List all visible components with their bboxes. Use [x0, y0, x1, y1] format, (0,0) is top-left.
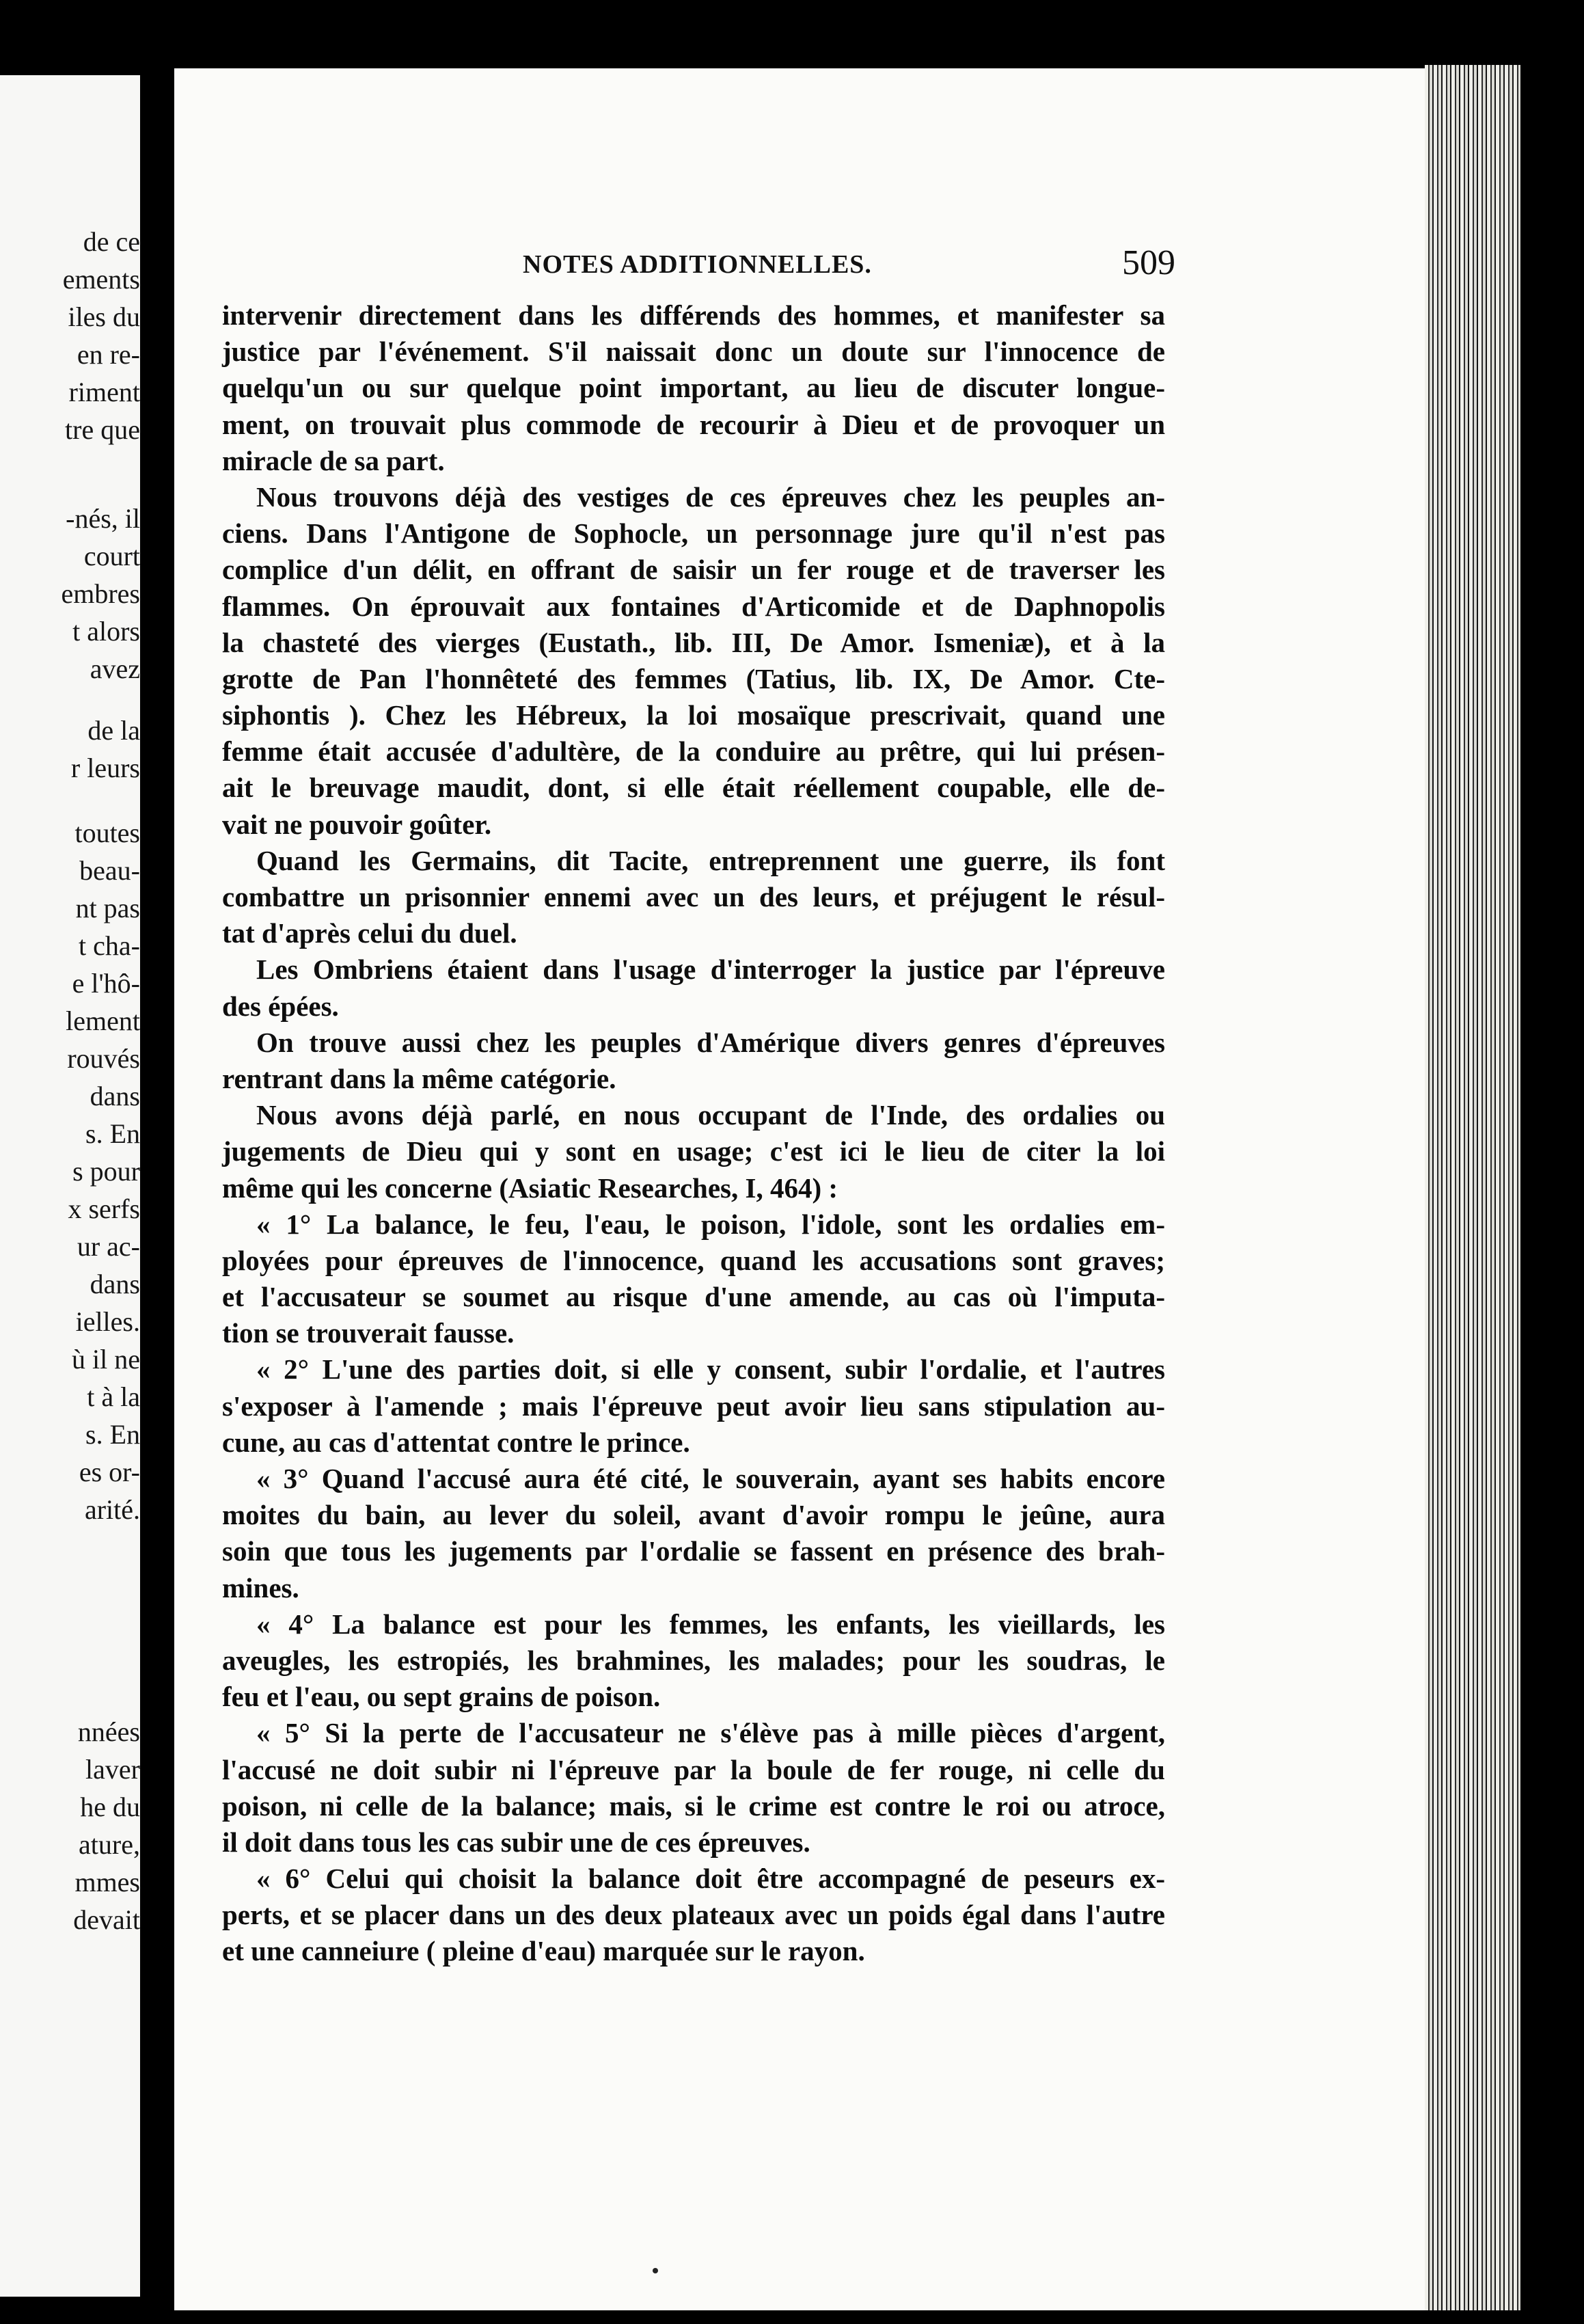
facing-page-fragment: dans: [90, 1081, 140, 1111]
text-line: il doit dans tous les cas subir une de ces épreuves.: [222, 1826, 810, 1858]
text-line: et une canneiure ( pleine d'eau) marquée sur le rayon.: [222, 1935, 865, 1967]
running-head: NOTES ADDITIONNELLES.: [523, 250, 872, 279]
page-edges: [1425, 65, 1520, 2310]
facing-page-fragment: r leurs: [70, 753, 140, 783]
text-line: s'exposer à l'amende ; mais l'épreuve peut avoir lieu sans stipulation au-: [222, 1390, 1165, 1422]
facing-page-fragment: ature,: [79, 1829, 140, 1860]
text-line: aveugles, les estropiés, les brahmines, les malades; pour les soudras, le: [222, 1644, 1165, 1676]
text-line: « 1° La balance, le feu, l'eau, le poison, l'idole, sont les ordalies em-: [256, 1208, 1165, 1240]
facing-page-fragment: t à la: [87, 1381, 140, 1412]
facing-page-strip: [0, 75, 140, 2297]
facing-page-fragment: ur ac-: [77, 1231, 140, 1262]
facing-page-fragment: he du: [80, 1792, 140, 1822]
facing-page-fragment: iles du: [68, 301, 140, 332]
text-line: « 6° Celui qui choisit la balance doit être accompagné de peseurs ex-: [256, 1863, 1165, 1895]
facing-page-fragment: beau-: [79, 855, 140, 886]
text-line: feu et l'eau, ou sept grains de poison.: [222, 1681, 661, 1713]
facing-page-fragment: ements: [62, 264, 140, 295]
text-line: mines.: [222, 1571, 299, 1604]
text-line: flammes. On éprouvait aux fontaines d'Articomide et de Daphnopolis: [222, 590, 1165, 622]
facing-page-fragment: ù il ne: [72, 1344, 140, 1375]
text-line: l'accusé ne doit subir ni l'épreuve par la boule de fer rouge, ni celle du: [222, 1753, 1165, 1785]
facing-page-fragment: x serfs: [68, 1193, 140, 1224]
text-line: perts, et se placer dans un des deux plateaux avec un poids égal dans l'autre: [222, 1899, 1165, 1931]
text-line: jugements de Dieu qui y sont en usage; c'est ici le lieu de citer la loi: [222, 1135, 1165, 1167]
facing-page-fragment: de la: [87, 715, 140, 746]
facing-page-fragment: arité.: [84, 1494, 140, 1525]
text-line: ait le breuvage maudit, dont, si elle était réellement coupable, elle de-: [222, 772, 1165, 804]
text-line: Nous trouvons déjà des vestiges de ces épreuves chez les peuples an-: [256, 481, 1165, 513]
text-line: ployées pour épreuves de l'innocence, quand les accusations sont graves;: [222, 1244, 1165, 1276]
facing-page-fragment: riment: [68, 377, 140, 407]
text-line: Quand les Germains, dit Tacite, entreprennent une guerre, ils font: [256, 844, 1165, 876]
text-line: complice d'un délit, en offrant de saisir un fer rouge et de traverser les: [222, 554, 1165, 586]
facing-page-fragment: ielles.: [75, 1306, 140, 1337]
facing-page-fragment: nnées: [77, 1716, 140, 1747]
text-line: femme était accusée d'adultère, de la conduire au prêtre, qui lui présen-: [222, 735, 1165, 768]
facing-page-fragment: embres: [61, 578, 140, 609]
text-line: poison, ni celle de la balance; mais, si le crime est contre le roi ou atroce,: [222, 1789, 1165, 1822]
text-line: intervenir directement dans les différends des hommes, et manifester sa: [222, 299, 1165, 331]
text-line: cune, au cas d'attentat contre le prince.: [222, 1426, 690, 1458]
text-line: combattre un prisonnier ennemi avec un des leurs, et préjugent le résul-: [222, 881, 1165, 913]
facing-page-fragment: rouvés: [67, 1043, 140, 1074]
facing-page-fragment: tre que: [65, 414, 140, 445]
facing-page-fragment: t cha-: [79, 930, 140, 961]
text-line: « 3° Quand l'accusé aura été cité, le souverain, ayant ses habits encore: [256, 1463, 1165, 1494]
text-line: « 4° La balance est pour les femmes, les enfants, les vieillards, les: [256, 1608, 1165, 1640]
text-line: siphontis ). Chez les Hébreux, la loi mosaïque prescrivait, quand une: [222, 699, 1165, 731]
text-line: On trouve aussi chez les peuples d'Amérique divers genres d'épreuves: [256, 1026, 1165, 1058]
text-line: Nous avons déjà parlé, en nous occupant de l'Inde, des ordalies ou: [256, 1099, 1165, 1131]
text-line: grotte de Pan l'honnêteté des femmes (Tatius, lib. IX, De Amor. Cte-: [222, 662, 1165, 694]
text-line: et l'accusateur se soumet au risque d'une amende, au cas où l'imputa-: [222, 1281, 1165, 1313]
text-line: miracle de sa part.: [222, 444, 445, 476]
text-line: justice par l'événement. S'il naissait donc un doute sur l'innocence de: [222, 336, 1165, 368]
facing-page-fragment: en re-: [77, 339, 140, 370]
text-line: ment, on trouvait plus commode de recourir à Dieu et de provoquer un: [222, 408, 1165, 440]
text-line: des épées.: [222, 990, 339, 1022]
facing-page-fragment: t alors: [72, 616, 140, 647]
text-line: ciens. Dans l'Antigone de Sophocle, un personnage jure qu'il n'est pas: [222, 517, 1165, 550]
text-line: « 2° L'une des parties doit, si elle y consent, subir l'ordalie, et l'autres: [256, 1353, 1165, 1386]
text-line: quelqu'un ou sur quelque point important, au lieu de discuter longue-: [222, 372, 1165, 404]
page-number: 509: [1122, 243, 1175, 282]
page-header: [349, 243, 1175, 284]
text-line: tion se trouverait fausse.: [222, 1317, 515, 1349]
facing-page-fragment: mmes: [74, 1867, 140, 1897]
text-line: même qui les concerne (Asiatic Researches, I, 464) :: [222, 1172, 838, 1204]
text-line: la chasteté des vierges (Eustath., lib. III, De Amor. Ismeniæ), et à la: [222, 626, 1165, 658]
text-line: vait ne pouvoir goûter.: [222, 808, 492, 840]
facing-page-fragment: avez: [90, 653, 140, 684]
facing-page-fragment: s pour: [72, 1156, 140, 1187]
text-line: tat d'après celui du duel.: [222, 917, 517, 949]
text-line: soin que tous les jugements par l'ordalie se fassent en présence des brah-: [222, 1535, 1165, 1567]
facing-page-fragment: es or-: [79, 1457, 140, 1487]
facing-page-fragment: e l'hô-: [72, 968, 140, 999]
facing-page-fragment: s. En: [85, 1118, 140, 1149]
facing-page-fragment: s. En: [85, 1419, 140, 1450]
text-line: Les Ombriens étaient dans l'usage d'interroger la justice par l'épreuve: [256, 954, 1165, 986]
facing-page-fragment: toutes: [74, 818, 140, 848]
facing-page-fragment: devait: [73, 1904, 140, 1935]
facing-page-fragment: court: [83, 541, 140, 571]
body-text: [222, 297, 1165, 1970]
facing-page-fragment: laver: [85, 1754, 140, 1785]
facing-page-fragment: -nés, il: [66, 503, 140, 534]
text-line: rentrant dans la même catégorie.: [222, 1062, 616, 1094]
facing-page-fragment: de ce: [83, 226, 140, 257]
text-line: « 5° Si la perte de l'accusateur ne s'élève pas à mille pièces d'argent,: [256, 1717, 1165, 1749]
facing-page-fragment: dans: [90, 1269, 140, 1299]
text-line: moites du bain, au lever du soleil, avant d'avoir rompu le jeûne, aura: [222, 1499, 1165, 1531]
dust-speck: [653, 2268, 658, 2273]
facing-page-fragment: nt pas: [75, 893, 140, 923]
facing-page-fragment: lement: [66, 1005, 140, 1036]
